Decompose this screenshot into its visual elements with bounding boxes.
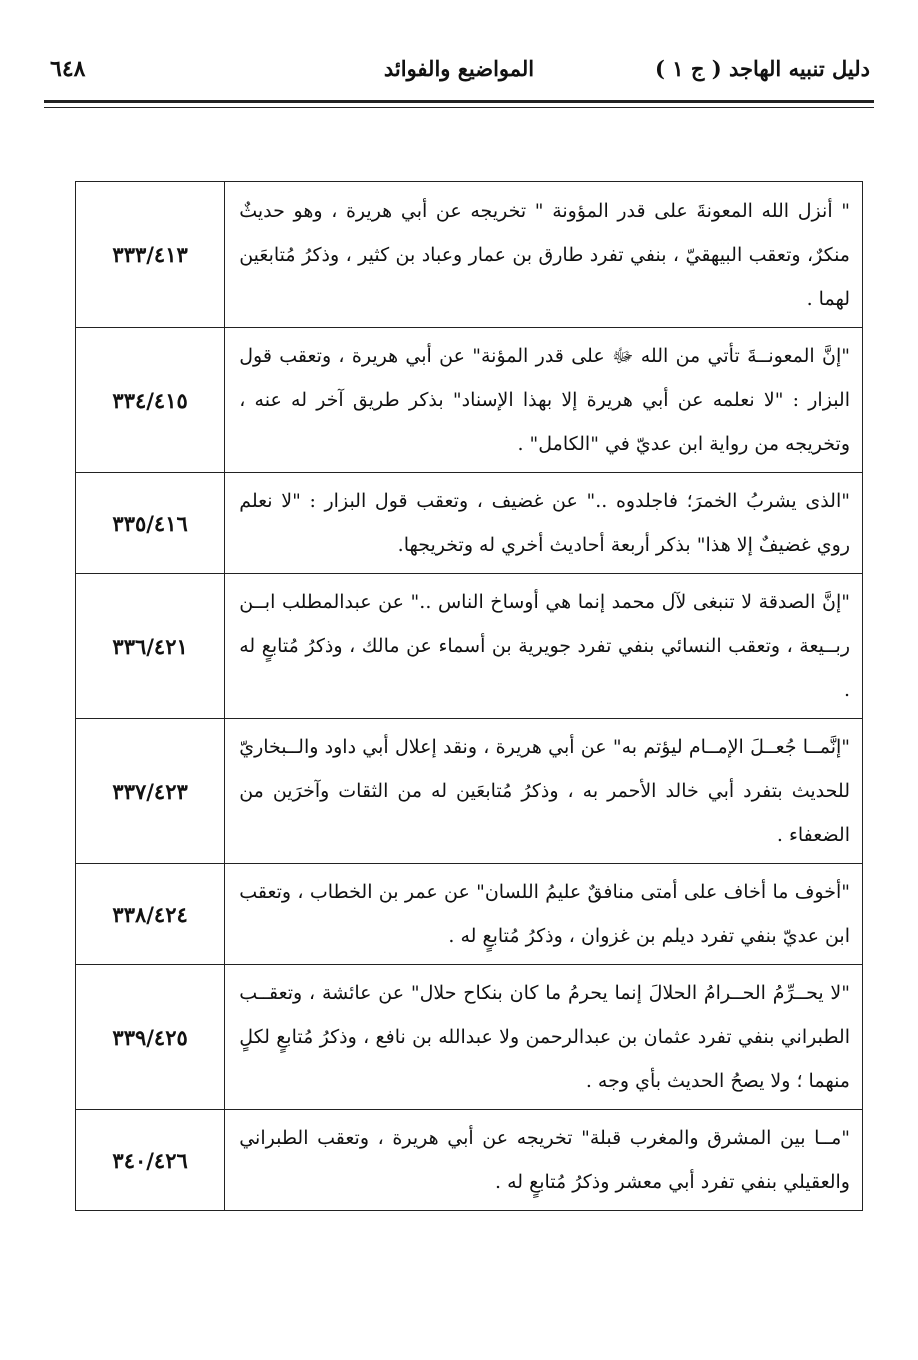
entry-reference: ٣٣٦/٤٢١ (76, 574, 225, 719)
entry-text: "إنَّ الصدقة لا تنبغى لآل محمد إنما هي أوساخ الناس .." عن عبدالمطلب ابــن ربــيعة ، وتعقب النسائي بنفي تفرد جويرية بن أسماء عن مالك ، وذكرُ مُتابعٍ له . (225, 574, 863, 719)
entry-reference: ٣٤٠/٤٢٦ (76, 1110, 225, 1211)
page-header (40, 52, 878, 92)
table-row (76, 473, 863, 574)
table-row (76, 719, 863, 864)
entry-text: "لا يحــرِّمُ الحــرامُ الحلالَ إنما يحرمُ ما كان بنكاح حلال" عن عائشة ، وتعقــب الطبراني بنفي تفرد عثمان بن عبدالرحمن ولا عبدالله بن نافع ، وذكرُ مُتابعٍ لكلٍ منهما ؛ ولا يصحُ الحديث بأي وجه . (225, 965, 863, 1110)
table-row (76, 574, 863, 719)
section-title: المواضيع والفوائد (383, 56, 535, 81)
entry-text: "مــا بين المشرق والمغرب قبلة" تخريجه عن أبي هريرة ، وتعقب الطبراني والعقيلي بنفي تفرد أبي معشر وذكرُ مُتابعٍ له . (225, 1110, 863, 1211)
entry-reference: ٣٣٧/٤٢٣ (76, 719, 225, 864)
entry-text: "أخوف ما أخاف على أمتى منافقٌ عليمُ اللسان" عن عمر بن الخطاب ، وتعقب ابن عديّ بنفي تفرد ديلم بن غزوان ، وذكرُ مُتابعٍ له . (225, 864, 863, 965)
header-rule-thick (44, 100, 874, 103)
entry-reference: ٣٣٣/٤١٣ (76, 182, 225, 328)
table-row (76, 328, 863, 473)
entry-text: "الذى يشربُ الخمرَ؛ فاجلدوه .." عن غضيف ، وتعقب قول البزار : "لا نعلم روي غضيفٌ إلا هذا" بذكر أربعة أحاديث أخري له وتخريجها. (225, 473, 863, 574)
page-number: ٦٤٨ (50, 56, 86, 82)
entry-reference: ٣٣٥/٤١٦ (76, 473, 225, 574)
table-row (76, 864, 863, 965)
entry-reference: ٣٣٩/٤٢٥ (76, 965, 225, 1110)
table-row (76, 182, 863, 328)
table-row (76, 1110, 863, 1211)
entry-reference: ٣٣٨/٤٢٤ (76, 864, 225, 965)
index-table (75, 181, 863, 1211)
entry-reference: ٣٣٤/٤١٥ (76, 328, 225, 473)
entry-text: " أنزل الله المعونةَ على قدر المؤونة " تخريجه عن أبي هريرة ، وهو حديثٌ منكرٌ، وتعقب البيهقيّ ، بنفي تفرد طارق بن عمار وعباد بن كثير ، وذكرُ مُتابعَين لهما . (225, 182, 863, 328)
entry-text: "إنَّ المعونــةَ تأتي من الله ﷻ على قدر المؤنة" عن أبي هريرة ، وتعقب قول البزار : "لا نعلمه عن أبي هريرة إلا بهذا الإسناد" بذكر طريق آخر له عنه ، وتخريجه من رواية ابن عديّ في "الكامل" . (225, 328, 863, 473)
entry-text: "إنَّمــا جُعــلَ الإمــام ليؤتم به" عن أبي هريرة ، ونقد إعلال أبي داود والــبخاريّ للحديث بتفرد أبي خالد الأحمر به ، وذكرُ مُتابعَين له من الثقات وآخرَين من الضعفاء . (225, 719, 863, 864)
table-row (76, 965, 863, 1110)
book-title: دليل تنبيه الهاجد ( ج ١ ) (655, 56, 870, 81)
header-rule-thin (44, 107, 874, 108)
